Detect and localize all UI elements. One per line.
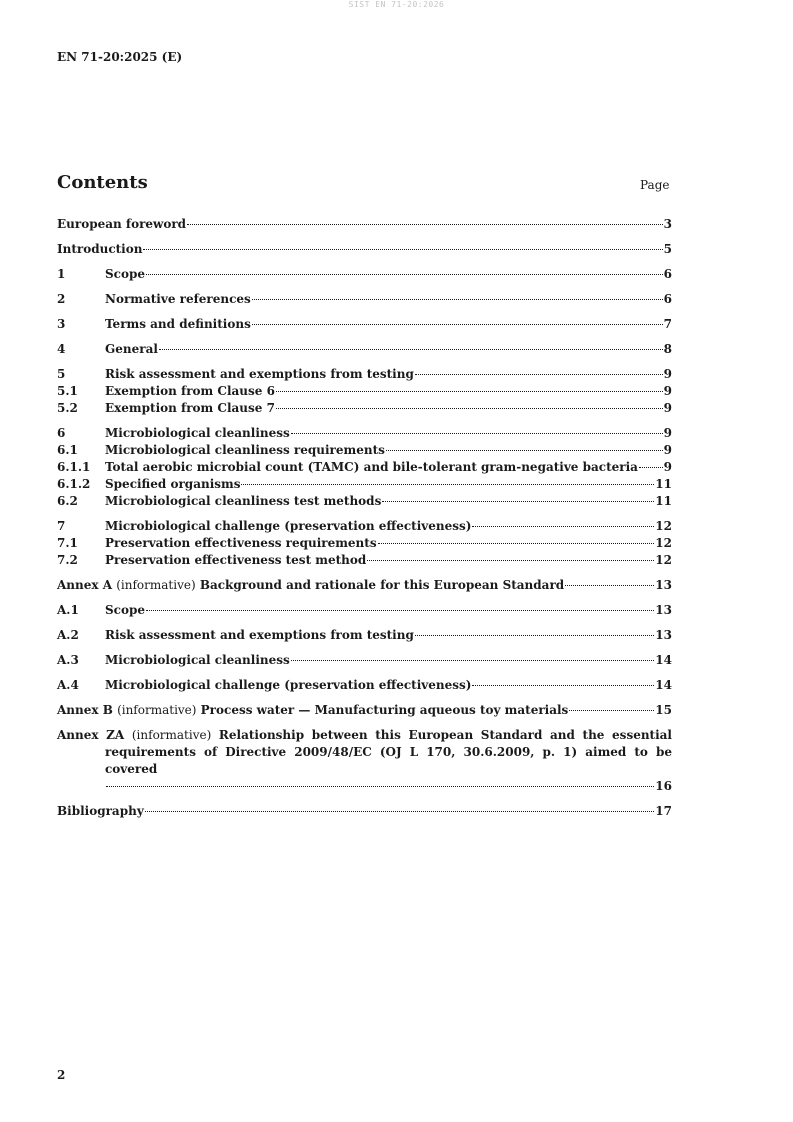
toc-entry[interactable] xyxy=(57,476,672,493)
toc-title: Specified organisms xyxy=(105,477,241,491)
document-header: EN 71-20:2025 (E) xyxy=(57,50,183,64)
page-number: 2 xyxy=(57,1068,66,1082)
annex-title: Background and rationale for this European Standard xyxy=(199,578,565,592)
toc-entry[interactable] xyxy=(57,241,672,258)
toc-title: European foreword xyxy=(57,217,187,231)
toc-leader xyxy=(639,467,663,468)
toc-leader xyxy=(146,610,654,611)
toc-number: 1 xyxy=(57,267,66,281)
contents-title: Contents xyxy=(57,172,148,193)
toc-entry[interactable] xyxy=(57,535,672,552)
toc-title xyxy=(57,577,564,594)
toc-page-number: 13 xyxy=(655,578,672,592)
toc-page-number: 11 xyxy=(655,477,672,491)
toc-leader xyxy=(291,660,655,661)
toc-page-number: 3 xyxy=(663,217,672,231)
toc-title: Microbiological cleanliness requirements xyxy=(105,443,385,457)
toc-page-number: 15 xyxy=(655,703,672,717)
toc-entry[interactable] xyxy=(57,552,672,569)
toc-page-number: 8 xyxy=(663,342,672,356)
toc-page-number: 14 xyxy=(655,678,672,692)
toc-title: Preservation effectiveness test method xyxy=(105,553,367,567)
toc-leader xyxy=(143,249,662,250)
toc-number: 5.1 xyxy=(57,384,78,398)
toc-entry[interactable] xyxy=(57,442,672,459)
toc-title: Microbiological challenge (preservation effectiveness) xyxy=(105,678,472,692)
toc-title: Microbiological cleanliness xyxy=(105,426,290,440)
toc-leader xyxy=(252,324,663,325)
toc-page-number: 13 xyxy=(655,628,672,642)
toc-page-number: 9 xyxy=(663,401,672,415)
toc-number: 5.2 xyxy=(57,401,78,415)
toc-page-number: 17 xyxy=(655,804,672,818)
toc-page-number: 9 xyxy=(663,384,672,398)
toc-number: 3 xyxy=(57,317,66,331)
toc-leader xyxy=(252,299,663,300)
toc-title: Exemption from Clause 6 xyxy=(105,384,275,398)
toc-title: Bibliography xyxy=(57,804,144,818)
toc-entry[interactable] xyxy=(57,216,672,233)
toc-page-number: 9 xyxy=(663,460,672,474)
annex-za-title-line2: requirements of Directive 2009/48/EC (OJ L 170, 30.6.2009, p. 1) aimed to be covered xyxy=(105,745,672,776)
toc-leader xyxy=(276,408,663,409)
toc-entry[interactable] xyxy=(57,316,672,333)
toc-entry[interactable] xyxy=(57,602,672,619)
toc-number: 4 xyxy=(57,342,66,356)
toc-title: Risk assessment and exemptions from testing xyxy=(105,628,414,642)
toc-entry[interactable] xyxy=(57,652,672,669)
toc-leader xyxy=(276,391,663,392)
toc-title: Microbiological cleanliness test methods xyxy=(105,494,382,508)
toc-number: 7 xyxy=(57,519,66,533)
toc-leader xyxy=(291,433,663,434)
annex-za-prefix: Annex ZA xyxy=(57,728,125,742)
toc-number: A.1 xyxy=(57,603,79,617)
toc-page-number: 7 xyxy=(663,317,672,331)
toc-title: Microbiological challenge (preservation effectiveness) xyxy=(105,519,472,533)
toc-title: Risk assessment and exemptions from testing xyxy=(105,367,414,381)
table-of-contents xyxy=(57,216,672,820)
toc-leader xyxy=(415,374,663,375)
page-column-label: Page xyxy=(640,178,670,192)
watermark: SIST EN 71-20:2026 xyxy=(348,0,445,9)
toc-leader xyxy=(159,349,663,350)
toc-title: Scope xyxy=(105,603,146,617)
toc-page-number: 9 xyxy=(663,426,672,440)
toc-number: A.4 xyxy=(57,678,79,692)
toc-entry[interactable] xyxy=(57,493,672,510)
toc-page-number: 16 xyxy=(655,779,672,793)
toc-title: Preservation effectiveness requirements xyxy=(105,536,377,550)
toc-leader xyxy=(472,526,654,527)
toc-title: Normative references xyxy=(105,292,251,306)
toc-leader xyxy=(187,224,663,225)
toc-entry[interactable] xyxy=(57,459,672,476)
toc-number: 6 xyxy=(57,426,66,440)
toc-number: 6.1 xyxy=(57,443,78,457)
toc-leader xyxy=(241,484,654,485)
annex-title: Process water — Manufacturing aqueous toy materials xyxy=(200,703,569,717)
toc-entry[interactable] xyxy=(57,677,672,694)
toc-entry[interactable] xyxy=(57,366,672,383)
toc-number: 7.1 xyxy=(57,536,78,550)
annex-za-title-line1: Relationship between this European Standard and the essential xyxy=(218,728,672,742)
toc-leader xyxy=(146,274,663,275)
toc-page-number: 9 xyxy=(663,443,672,457)
toc-number: 5 xyxy=(57,367,66,381)
toc-entry[interactable] xyxy=(57,627,672,644)
toc-page-number: 12 xyxy=(655,553,672,567)
toc-page-number: 11 xyxy=(655,494,672,508)
toc-leader xyxy=(472,685,654,686)
toc-title: Exemption from Clause 7 xyxy=(105,401,275,415)
toc-entry[interactable] xyxy=(57,291,672,308)
toc-page-number: 6 xyxy=(663,267,672,281)
toc-leader xyxy=(569,710,654,711)
toc-title xyxy=(57,702,568,719)
toc-number: 6.2 xyxy=(57,494,78,508)
toc-title: Terms and definitions xyxy=(105,317,251,331)
toc-number: A.2 xyxy=(57,628,79,642)
toc-entry[interactable] xyxy=(57,425,672,442)
toc-entry[interactable] xyxy=(57,383,672,400)
toc-number: 7.2 xyxy=(57,553,78,567)
toc-entry[interactable] xyxy=(57,518,672,535)
toc-title: Microbiological cleanliness xyxy=(105,653,290,667)
annex-note: (informative) xyxy=(117,703,197,717)
toc-number: 6.1.1 xyxy=(57,460,91,474)
toc-leader xyxy=(106,786,654,787)
toc-title: Introduction xyxy=(57,242,143,256)
toc-page-number: 12 xyxy=(655,519,672,533)
toc-entry-annex-za[interactable] xyxy=(57,727,672,795)
toc-leader xyxy=(386,450,663,451)
toc-entry[interactable] xyxy=(57,702,672,719)
toc-leader xyxy=(378,543,655,544)
toc-leader xyxy=(382,501,654,502)
annex-prefix: Annex A xyxy=(57,578,113,592)
toc-number: 2 xyxy=(57,292,66,306)
toc-page-number: 6 xyxy=(663,292,672,306)
toc-leader xyxy=(415,635,654,636)
toc-leader xyxy=(145,811,655,812)
toc-entry[interactable] xyxy=(57,577,672,594)
toc-leader xyxy=(367,560,654,561)
toc-title: Scope xyxy=(105,267,146,281)
toc-page-number: 5 xyxy=(663,242,672,256)
toc-title: Total aerobic microbial count (TAMC) and bile-tolerant gram-negative bacteria xyxy=(105,460,638,474)
annex-note: (informative) xyxy=(116,578,196,592)
toc-title: General xyxy=(105,342,158,356)
annex-prefix: Annex B xyxy=(57,703,113,717)
toc-entry[interactable] xyxy=(57,341,672,358)
toc-page-number: 12 xyxy=(655,536,672,550)
toc-entry[interactable] xyxy=(57,266,672,283)
toc-number: A.3 xyxy=(57,653,79,667)
toc-page-number: 9 xyxy=(663,367,672,381)
toc-entry[interactable] xyxy=(57,400,672,417)
toc-page-number: 14 xyxy=(655,653,672,667)
toc-leader xyxy=(565,585,654,586)
toc-entry-bibliography[interactable] xyxy=(57,803,672,820)
toc-page-number: 13 xyxy=(655,603,672,617)
toc-number: 6.1.2 xyxy=(57,477,91,491)
annex-za-note: (informative) xyxy=(131,728,212,742)
